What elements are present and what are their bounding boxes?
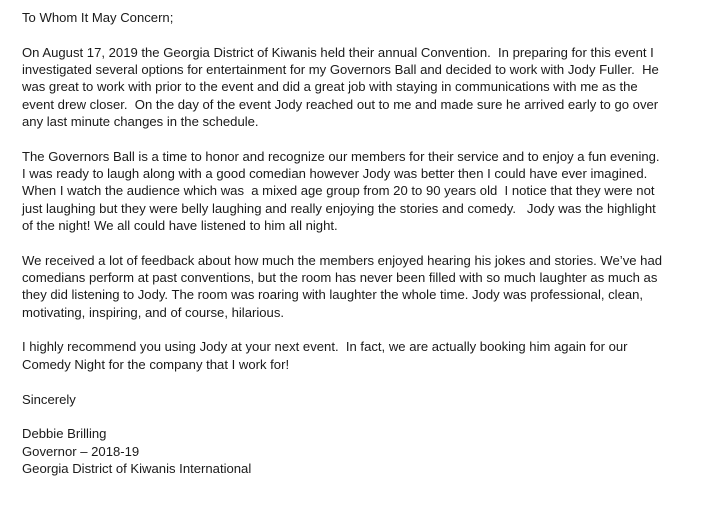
paragraph-gap [22, 408, 688, 426]
paragraph-gap [22, 321, 688, 339]
paragraph-line: When I watch the audience which was a mixed age group from 20 to 90 years old I notice that they were not [22, 183, 655, 199]
paragraph-gap [22, 130, 688, 148]
paragraph-gap [22, 373, 688, 391]
paragraph-4 [22, 338, 688, 373]
paragraph-line: I highly recommend you using Jody at your next event. In fact, we are actually booking him again for our [22, 339, 628, 355]
paragraph-line: was great to work with prior to the event and did a great job with staying in communications with me as the [22, 79, 638, 95]
signature-block [22, 425, 688, 477]
paragraph-3 [22, 252, 688, 321]
paragraph-1 [22, 44, 688, 130]
paragraph-line: investigated several options for entertainment for my Governors Ball and decided to work with Jody Fuller. He [22, 62, 659, 78]
paragraph-2 [22, 148, 688, 234]
salutation: To Whom It May Concern; [22, 10, 174, 25]
paragraph-line: just laughing but they were belly laughing and really enjoying the stories and comedy. Jody was the highlight [22, 200, 656, 216]
paragraph-gap [22, 234, 688, 252]
signer-name: Debbie Brilling [22, 426, 107, 442]
paragraph-line: event drew closer. On the day of the event Jody reached out to me and made sure he arrived early to go over [22, 96, 659, 112]
paragraph-line: of the night! We all could have listened to him all night. [22, 217, 338, 233]
paragraph-line: Comedy Night for the company that I work for! [22, 356, 290, 372]
paragraph-gap [22, 26, 688, 44]
signer-organization: Georgia District of Kiwanis International [22, 460, 252, 476]
signer-title: Governor – 2018-19 [22, 443, 140, 459]
closing: Sincerely [22, 391, 76, 407]
paragraph-line: I was ready to laugh along with a good comedian however Jody was better then I could have ever imagined. [22, 166, 648, 182]
paragraph-line: The Governors Ball is a time to honor and recognize our members for their service and to enjoy a fun evening. [22, 148, 660, 164]
paragraph-line: We received a lot of feedback about how much the members enjoyed hearing his jokes and stories. We’ve had [22, 252, 663, 268]
paragraph-line: motivating, inspiring, and of course, hilarious. [22, 304, 285, 320]
paragraph-line: any last minute changes in the schedule. [22, 113, 259, 129]
paragraph-line: they did listening to Jody. The room was roaring with laughter the whole time. Jody was professional, clean, [22, 287, 644, 303]
paragraph-line: comedians perform at past conventions, but the room has never been filled with so much laughter as much as [22, 270, 658, 286]
paragraph-line: On August 17, 2019 the Georgia District of Kiwanis held their annual Convention. In preparing for this event I [22, 44, 654, 60]
